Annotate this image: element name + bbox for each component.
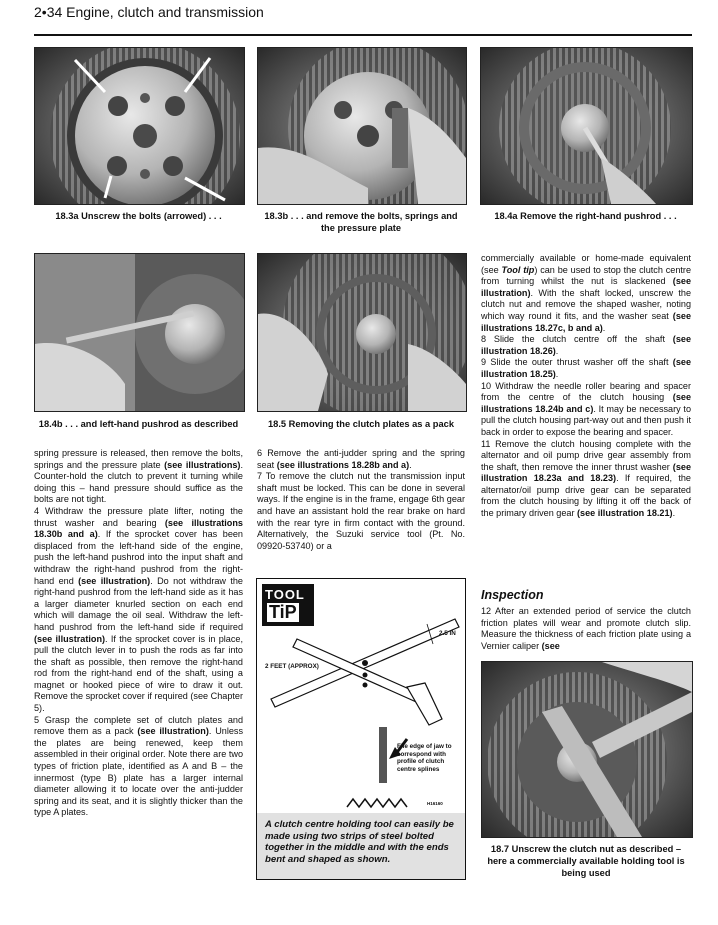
paragraph-11: 11 Remove the clutch housing complete with the alternator and oil pump drive gear assembly from the shaft, then remove the inner thrust washer (see illustration 18.23a and 18.23). If required, the alternator/oil pump drive gear can be separated from the clutch housing by lifting it off the back of the primary driven gear (see illustration 18.21). [481, 438, 691, 519]
caption-18-3a: 18.3a Unscrew the bolts (arrowed) . . . [55, 211, 222, 221]
label-file-edge: File edge of jaw to correspond with profile of clutch centre splines [397, 743, 452, 773]
caption-18-5: 18.5 Removing the clutch plates as a pack [267, 419, 454, 429]
header-rule [34, 34, 692, 36]
text-column-3-inspection [481, 606, 691, 652]
paragraph-7-continued: commercially available or home-made equivalent (see Tool tip) can be used to stop the clutch centre from turning whilst the nut is slackened (see illustration). With the shaft locked, unscrew the clutch nut and remove the shaped washer, noting which way round it fits, and the washer seat (see illustrations 18.27c, b and a). [481, 253, 691, 333]
label-drawing-code: H16160 [427, 801, 443, 806]
text-column-2 [257, 448, 465, 552]
caption-18-4b: 18.4b . . . and left-hand pushrod as described [38, 419, 239, 429]
caption-18-4a: 18.4a Remove the right-hand pushrod . . . [494, 211, 677, 221]
tool-tip-box [256, 578, 466, 880]
paragraph-6: 6 Remove the anti-judder spring and the spring seat (see illustrations 18.28b and a). [257, 448, 465, 470]
inspection-heading: Inspection [481, 588, 544, 602]
tool-tip-caption: A clutch centre holding tool can easily be made using two strips of steel bolted together in the middle and with the ends bent and shaped as shown. [257, 813, 465, 879]
paragraph-4: 4 Withdraw the pressure plate lifter, noting the thrust washer and bearing (see illustrations 18.30b and a). If the sprocket cover has been displaced from the left-hand side of the engine, push the left-hand pushrod into the input shaft and withdraw the right-hand pushrod from the right-hand end (see illustration). Do not withdraw the right-hand pushrod from the left-hand side as it has a larger diameter knurled section on each end which will damage the oil seal. Withdraw the left-hand pushrod from the left-hand side if required (see illustration). If the sprocket cover is in place, pull the clutch lever in to push the rods as far into the shaft as possible, then remove the right-hand rod from the right-hand end of the shaft, using a magnet or hooked piece of wire to draw it out. Remove the sprocket cover if required (see Chapter 5). [34, 505, 243, 714]
paragraph-continuation: spring pressure is released, then remove the bolts, springs and the pressure plate (see illustrations). Counter-hold the clutch to prevent it turning while doing this – hand pressure should suffice as the bolts are not tight. [34, 448, 243, 505]
paragraph-8: 8 Slide the clutch centre off the shaft (see illustration 18.26). [481, 334, 691, 356]
paragraph-7: 7 To remove the clutch nut the transmission input shaft must be locked. This can be done in several ways. If the engine is in the frame, engage 6th gear and have an assistant hold the rear brake on hard with the rear tyre in firm contact with the ground. Alternatively, the Suzuki service tool (Pt. No. 09920-53740) or a [257, 471, 465, 551]
paragraph-9: 9 Slide the outer thrust washer off the shaft (see illustration 18.25). [481, 357, 691, 379]
page-header: 2•34 Engine, clutch and transmission [34, 4, 264, 20]
paragraph-10: 10 Withdraw the needle roller bearing and spacer from the centre of the clutch housing (see illustrations 18.24b and c). It may be necessary to pull the clutch housing part-way out and then push it back in order to expose the bearing and spacer. [481, 380, 691, 437]
caption-18-3b: 18.3b . . . and remove the bolts, springs and the pressure plate [264, 211, 458, 233]
label-length: 2 FEET (APPROX) [265, 663, 319, 670]
label-width: 2.5 IN [439, 630, 456, 637]
paragraph-12: 12 After an extended period of service the clutch friction plates will wear and promote clutch slip. Measure the thickness of each friction plate using a Vernier caliper (see [481, 606, 691, 651]
photo-18-3a [34, 47, 245, 205]
text-column-3 [481, 253, 691, 520]
photo-18-3b [257, 47, 467, 205]
paragraph-5: 5 Grasp the complete set of clutch plates and remove them as a pack (see illustration). Unless the plates are being renewed, keep them assembled in their original order. Note there are two types of friction plate, identified as A and B – the innermost (type B) plate has a larger internal diameter allowing it to locate over the anti-judder spring and its seat, and it is slightly thicker than the type A plates. [34, 714, 244, 818]
text-column-1 [34, 448, 243, 819]
photo-18-5 [257, 253, 467, 412]
photo-18-4a [480, 47, 693, 205]
caption-18-7: 18.7 Unscrew the clutch nut as described – here a commercially available holding tool is being used [487, 844, 685, 878]
photo-18-4b [34, 253, 245, 412]
tool-tip-badge: TOOL TiP [262, 584, 314, 626]
photo-18-7 [481, 661, 693, 838]
